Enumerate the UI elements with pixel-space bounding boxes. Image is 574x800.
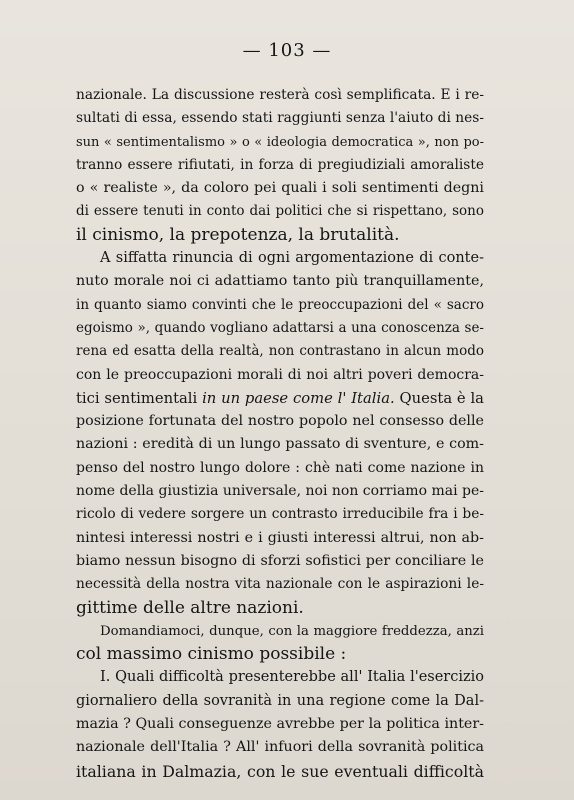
text-line: posizione fortunata del nostro popolo nel consesso delle	[76, 413, 484, 430]
text-line: egoismo », quando vogliano adattarsi a una conoscenza se-	[76, 319, 484, 336]
text-line: giornaliero della sovranità in una regione come la Dal-	[76, 692, 484, 709]
text-line: nazionale dell'Italia ? All' infuori della sovranità politica	[76, 739, 484, 756]
text-line: nintesi interessi nostri e i giusti interessi altrui, non ab-	[76, 529, 484, 546]
text-line: sun « sentimentalismo » o « ideologia democratica », non po-	[76, 134, 484, 150]
body-text	[76, 84, 484, 783]
text-line: sultati di essa, essendo stati raggiunti senza l'aiuto di nes-	[76, 110, 484, 127]
text-segment: Questa è la	[399, 389, 484, 407]
text-line: nazioni : eredità di un lungo passato di sventure, e com-	[76, 436, 484, 453]
text-line: necessità della nostra vita nazionale con le aspirazioni le-	[76, 576, 484, 593]
text-line: in quanto siamo convinti che le preoccupazioni del « sacro	[76, 296, 484, 313]
page-number: — 103 —	[242, 40, 332, 61]
text-line: nuto morale noi ci adattiamo tanto più tranquillamente,	[76, 273, 484, 290]
text-line: di essere tenuti in conto dai politici che si rispettano, sono	[76, 203, 484, 220]
text-segment: tici sentimentali	[76, 389, 198, 407]
text-line: ricolo di vedere sorgere un contrasto irreducibile fra i be-	[76, 506, 484, 523]
text-line-mixed	[76, 387, 484, 410]
text-line: col massimo cinismo possibile :	[76, 644, 347, 665]
text-line: il cinismo, la prepotenza, la brutalità.	[76, 224, 400, 245]
text-line: mazia ? Quali conseguenze avrebbe per la politica inter-	[76, 716, 484, 733]
text-line: penso del nostro lungo dolore : chè nati come nazione in	[76, 459, 484, 476]
italic-phrase: in un paese come l' Italia.	[202, 389, 395, 407]
text-line: Domandiamoci, dunque, con la maggiore freddezza, anzi	[100, 623, 484, 639]
text-line: rena ed esatta della realtà, non contrastano in alcun modo	[76, 343, 484, 360]
text-line: biamo nessun bisogno di sforzi sofistici per conciliare le	[76, 552, 484, 569]
paragraph-2	[76, 247, 484, 620]
paragraph-3	[76, 620, 484, 667]
text-line: nazionale. La discussione resterà così semplificata. E i re-	[76, 87, 484, 103]
text-line: nome della giustizia universale, noi non corriamo mai pe-	[76, 483, 484, 500]
text-line: o « realiste », da coloro pei quali i soli sentimenti degni	[76, 180, 484, 197]
paragraph-4	[76, 666, 484, 782]
text-line: italiana in Dalmazia, con le sue eventuali difficoltà	[76, 761, 484, 781]
text-line: I. Quali difficoltà presenterebbe all' Italia l'esercizio	[100, 669, 484, 686]
text-line: gittime delle altre nazioni.	[76, 597, 304, 618]
paragraph-1	[76, 84, 484, 247]
text-line: tranno essere rifiutati, in forza di pregiudiziali amoraliste	[76, 156, 484, 173]
text-line: con le preoccupazioni morali di noi altri poveri democra-	[76, 366, 484, 383]
text-line: A siffatta rinuncia di ogni argomentazione di conte-	[100, 250, 484, 267]
